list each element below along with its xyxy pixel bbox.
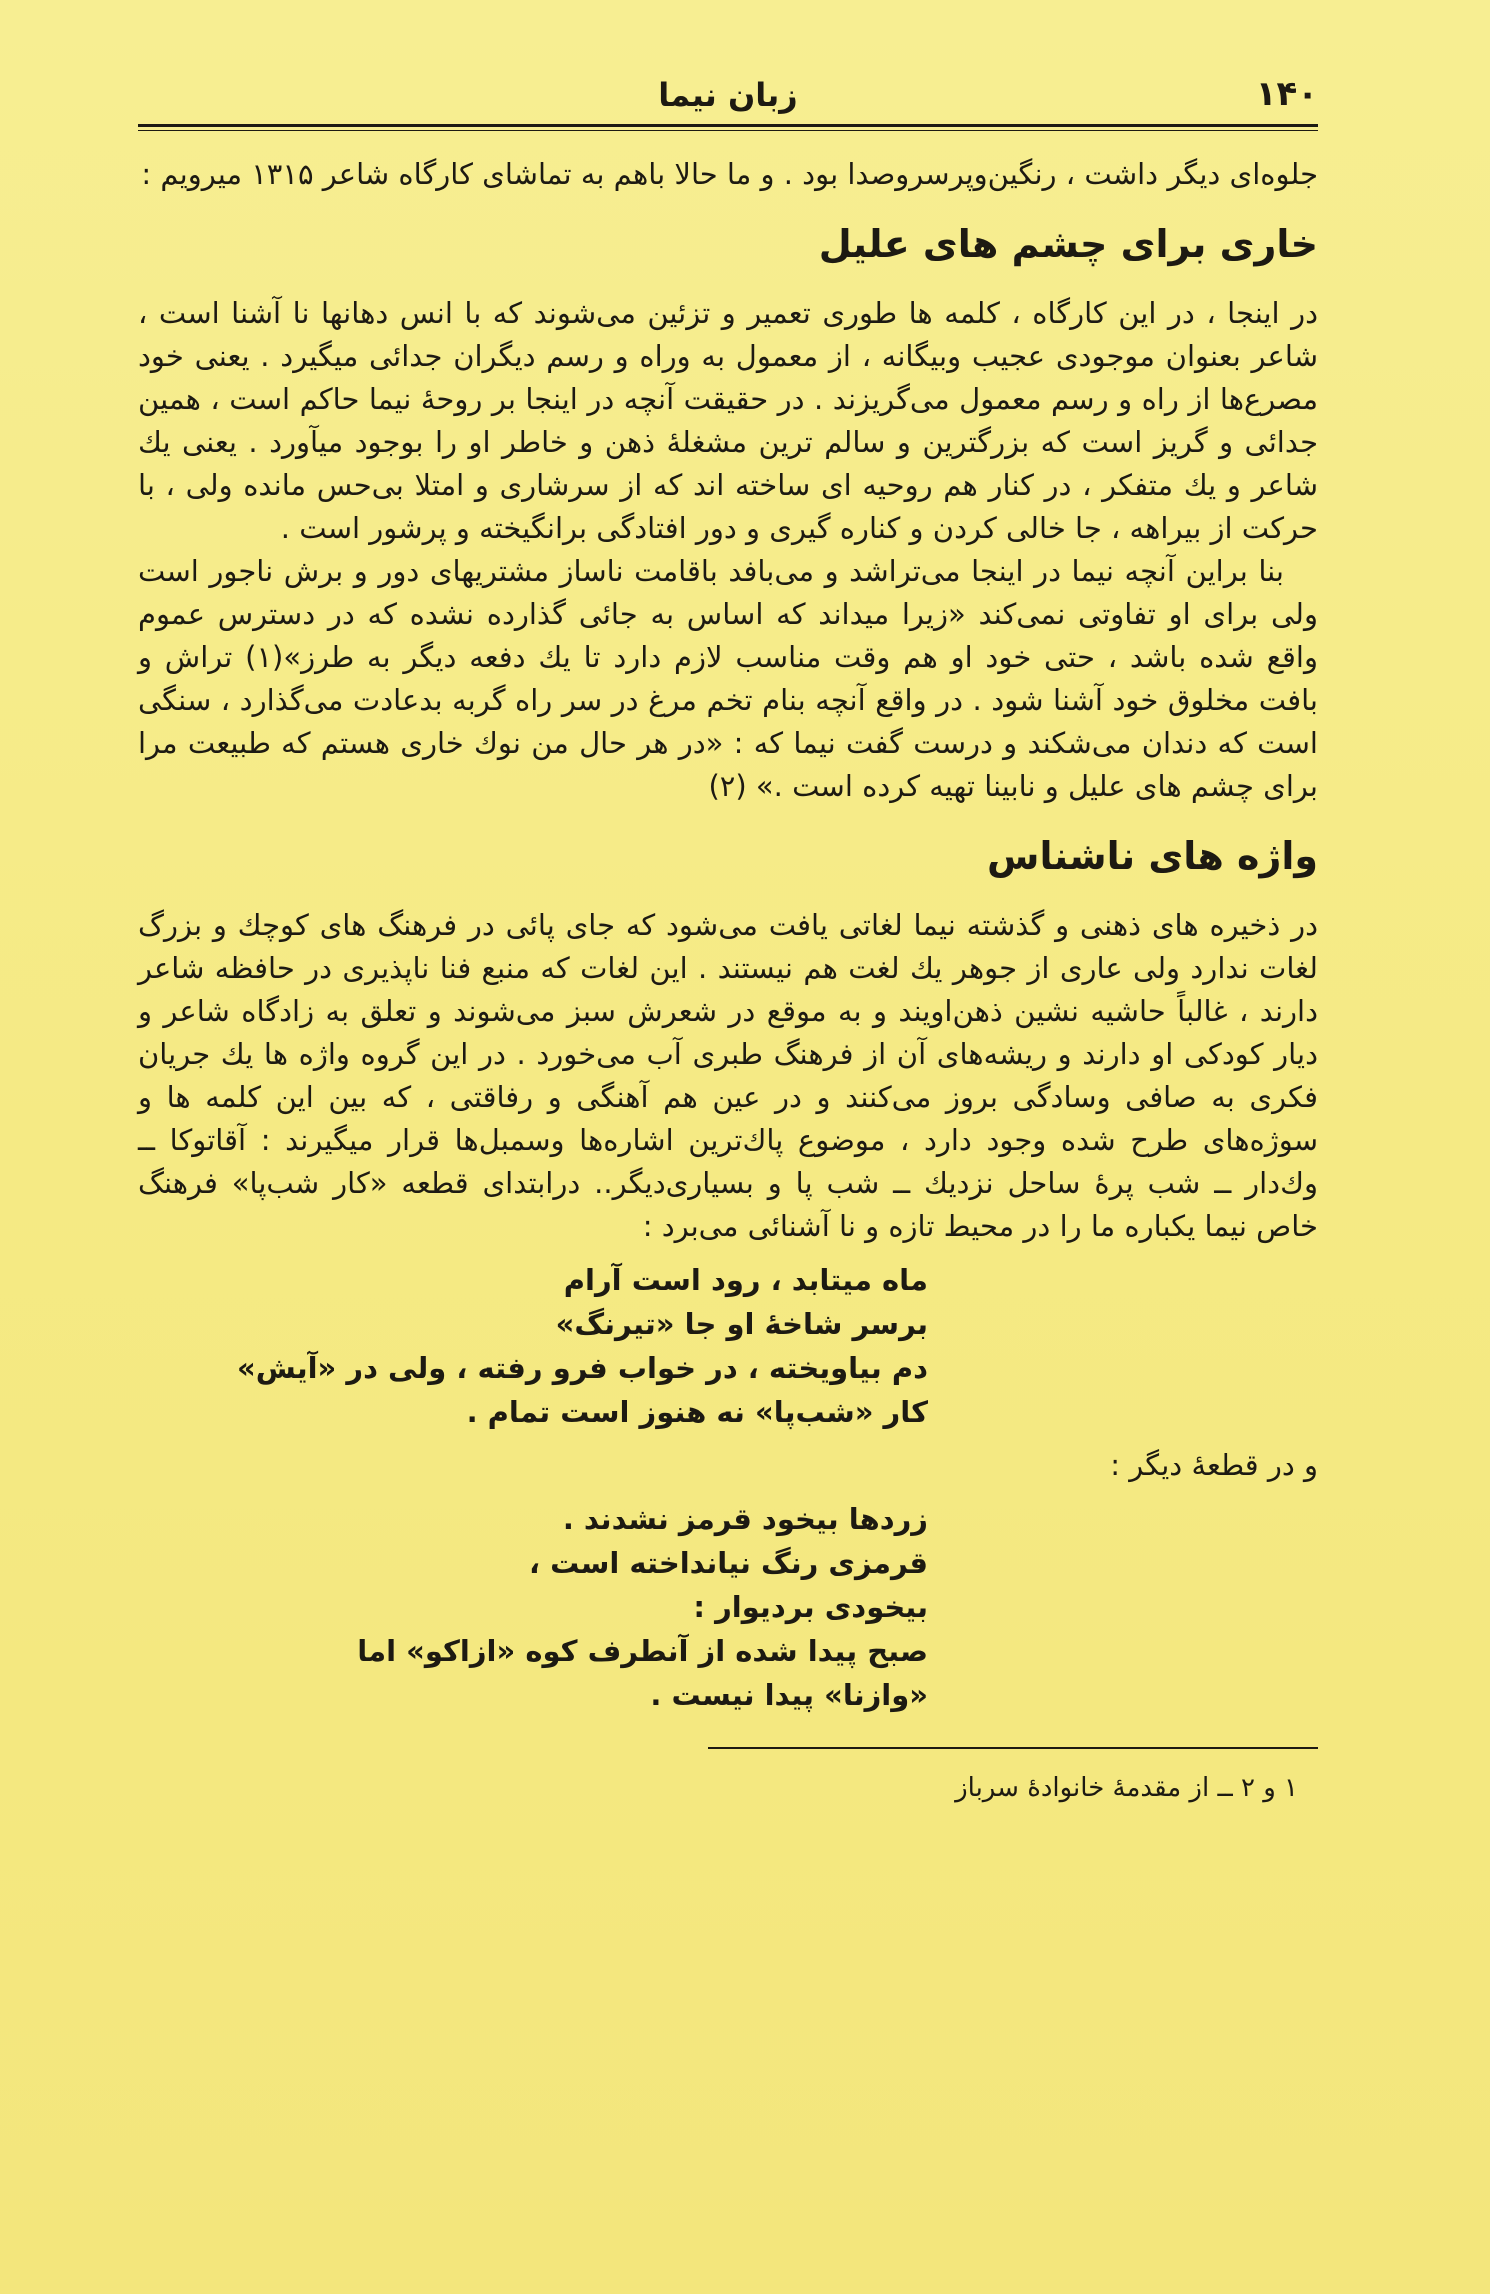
page-content: [138, 60, 1318, 1807]
poem-line: قرمزی رنگ نیانداخته است ،: [529, 1546, 928, 1580]
footnote-rule: [708, 1747, 1318, 1749]
poem-line: صبح پیدا شده از آنطرف کوه «ازاکو» اما: [357, 1634, 928, 1668]
poem-excerpt-1: [138, 1258, 1318, 1434]
page-number: ۱۴۰: [1255, 74, 1318, 114]
intro-paragraph: جلوه‌ای دیگر داشت ، رنگین‌وپرسروصدا بود . و ما حالا باهم به تماشای کارگاه شاعر ۱۳۱۵ میرویم :: [141, 157, 1318, 191]
poem-line: «وازنا» پیدا نیست .: [650, 1678, 928, 1712]
section-heading-2: واژه های ناشناس: [987, 834, 1318, 878]
poem-line: ماه میتابد ، رود است آرام: [563, 1263, 928, 1297]
section1-paragraph-2: بنا براین آنچه نیما در اینجا می‌تراشد و می‌بافد باقامت ناساز مشتریهای دور و برش ناجور است ولی برای او تفاوتی نمی‌کند «زیرا میداند که اساس به جائی گذارده نشده که در دسترس عموم واقع شده باشد ، حتی خود او هم وقت مناسب لازم دارد تا یك دفعه دیگر به طرز»(۱) تراش و بافت مخلوق خود آشنا شود . در واقع آنچه بنام تخم مرغ در سر راه گربه بدعادت می‌گذارد ، سنگی است که دندان می‌شکند و درست گفت نیما که : «در هر حال من نوك خاری هستم که طبیعت مرا برای چشم های علیل و نابینا تهیه کرده است .» (۲): [138, 554, 1318, 803]
section2-paragraph: در ذخیره های ذهنی و گذشته نیما لغاتی یافت می‌شود که جای پائی در فرهنگ های کوچك و بزرگ لغات ندارد ولی عاری از جوهر یك لغت هم نیستند . این لغات که منبع فنا ناپذیری در حافظه شاعر دارند ، غالباً حاشیه نشین ذهن‌اویند و به موقع در شعرش سبز می‌شوند و تعلق به زادگاه شاعر و دیار کودکی او دارند و ریشه‌های آن از فرهنگ طبری آب می‌خورد . در این گروه واژه ها یك جریان فکری به صافی وسادگی بروز می‌کنند و در عین هم آهنگی و رفاقتی ، که بین این کلمه ها و سوژه‌های طرح شده وجود دارد ، موضوع پاك‌ترین اشاره‌ها وسمبل‌ها قرار میگیرند : آقاتوکا ــ وك‌دار ــ شب پرهٔ ساحل نزدیك ــ شب پا و بسیاری‌دیگر.. درابتدای قطعه «کار شب‌پا» فرهنگ خاص نیما یکباره ما را در محیط تازه و نا آشنائی می‌برد :: [138, 908, 1318, 1243]
section1-paragraph-1: در اینجا ، در این کارگاه ، کلمه ها طوری تعمیر و تزئین می‌شوند که با انس دهانها نا آشنا است ، شاعر بعنوان موجودی عجیب وبیگانه ، از معمول به وراه و رسم دیگران جدائی میگیرد . یعنی خود مصرع‌ها از راه و رسم معمول می‌گریزند . در حقیقت آنچه در اینجا بر روحهٔ نیما حاکم است ، همین جدائی و گریز است که بزرگترین و سالم ترین مشغلهٔ ذهن و خاطر او را بوجود میآورد . یعنی یك شاعر و یك متفکر ، در کنار هم روحیه ای ساخته اند که از سرشاری و امتلا بی‌حس مانده ولی ، با حرکت از بیراهه ، جا خالی کردن و کناره گیری و دور افتادگی برانگیخته و پرشور است .: [138, 296, 1318, 545]
running-title: زبان نیما: [658, 76, 798, 114]
poem-line: بیخودی بردیوار :: [693, 1590, 928, 1624]
section-heading-1: خاری برای چشم های علیل: [818, 222, 1318, 266]
poem-line: دم بیاویخته ، در خواب فرو رفته ، ولی در «آیش»: [236, 1351, 928, 1385]
poem-line: زردها بیخود قرمز نشدند .: [562, 1502, 928, 1536]
page-header: [138, 60, 1318, 124]
poem-excerpt-2: [138, 1497, 1318, 1717]
poem-connector: و در قطعهٔ دیگر :: [1110, 1448, 1318, 1482]
poem-line: کار «شب‌پا» نه هنوز است تمام .: [466, 1395, 928, 1429]
header-rule: [138, 124, 1318, 131]
poem-line: برسر شاخهٔ او جا «تیرنگ»: [555, 1307, 928, 1341]
footnote: ۱ و ۲ ــ از مقدمهٔ خانوادهٔ سرباز: [955, 1773, 1298, 1803]
